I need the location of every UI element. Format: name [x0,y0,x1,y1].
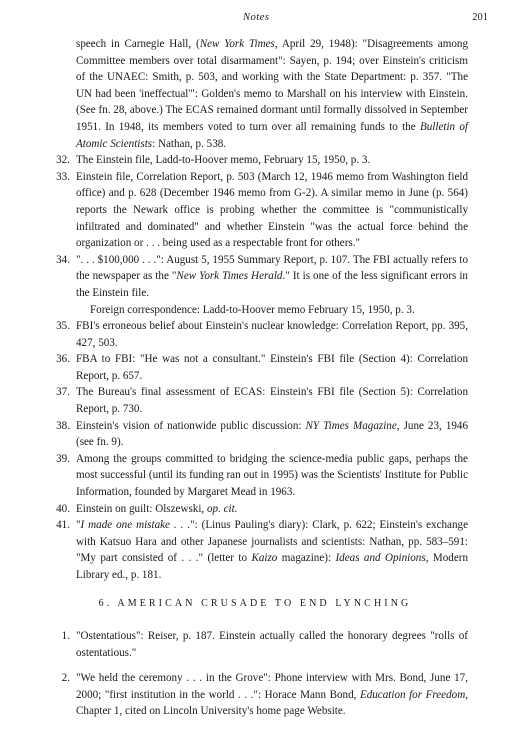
note-number: 1. [61,630,70,642]
notes-section [40,36,468,584]
page-number: 201 [472,12,488,23]
note-35: 35. FBI's erroneous belief about Einstein's nuclear knowledge: Correlation Report, pp. 395, 427, 503. [40,318,468,351]
note-34-subparagraph: Foreign correspondence: Ladd-to-Hoover memo February 15, 1950, p. 3. [90,303,415,316]
note-number: 33. [56,170,70,183]
note-number: 36. [56,353,70,366]
note-39: 39. Among the groups committed to bridging the science-media public gaps, perhaps the most successful (until its funding ran out in 1995) was the Scientists' Institute for Public Information, founded by Margaret Mead in 1963. [40,451,468,501]
note-40: 40. Einstein on guilt: Olszewski, op. cit. [40,501,468,518]
note-32: 32. The Einstein file, Ladd-to-Hoover memo, February 15, 1950, p. 3. [40,152,468,169]
note-number: 32. [56,154,70,167]
note-number: 38. [56,419,70,432]
chapter-note-1: 1. "Ostentatious": Reiser, p. 187. Einstein actually called the honorary degrees "rolls of ostentatious." [40,628,468,661]
note-continuation: speech in Carnegie Hall, (New York Times, April 29, 1948): "Disagreements among Committee members over total disarmament": Sayen, p. 194; over Einstein's criticism of the UNAEC: Smith, p. 503, and working with the State Department: p. 357. "The UN had been 'ineffectual'": Golden's memo to Marshall on his interview with Einstein. (See fn. 28, above.) The ECAS remained dormant until formally dissolved in September 1951. In 1948, its members voted to turn over all remaining funds to the Bulletin of Atomic Scientists: Nathan, p. 538. [76,38,468,150]
running-head-title: Notes [243,12,270,23]
running-head [0,12,510,26]
note-number: 41. [56,519,70,532]
note-number: 2. [61,672,70,685]
note-number: 40. [56,502,70,515]
note-41: 41. "I made one mistake . . .": (Linus Pauling's diary): Clark, p. 622; Einstein's exchange with Katsuo Hara and other Japanese journalists and scientists: Nathan, pp. 583–591: "My part consisted of . . ." (letter to Kaizo magazine): Ideas and Opinions, Modern Library ed., p. 181. [40,517,468,583]
chapter-note-2: 2. "We held the ceremony . . . in the Grove": Phone interview with Mrs. Bond, June 17, 2000; "first institution in the world . . .": Horace Mann Bond, Education for Freedom, Chapter 1, cited on Lincoln University's home page Website. [40,670,468,720]
note-number: 34. [56,253,70,266]
note-number: 39. [56,452,70,465]
note-34: 34. ". . . $100,000 . . .": August 5, 1955 Summary Report, p. 107. The FBI actually refers to the newspaper as the "New York Times Herald." It is one of the less significant errors in the Einstein file. [40,252,468,302]
note-37: 37. The Bureau's final assessment of ECAS: Einstein's FBI file (Section 5): Correlation Report, p. 730. [40,384,468,417]
chapter-heading: 6. AMERICAN CRUSADE TO END LYNCHING [98,598,412,609]
note-number: 35. [56,320,70,333]
note-number: 37. [56,386,70,399]
note-38: 38. Einstein's vision of nationwide public discussion: NY Times Magazine, June 23, 1946 (see fn. 9). [40,418,468,451]
note-33: 33. Einstein file, Correlation Report, p. 503 (March 12, 1946 memo from Washington field office) and p. 628 (December 1946 memo from G-2). A similar memo in June (p. 564) reports the Newark office is probing whether the committee is "communistically infiltrated and dominated" and whether Einstein "was the actual force behind the organization or . . . being used as a respectable front for others." [40,169,468,252]
chapter-notes-section [40,628,468,729]
note-36: 36. FBA to FBI: "He was not a consultant." Einstein's FBI file (Section 4): Correlation Report, p. 657. [40,351,468,384]
